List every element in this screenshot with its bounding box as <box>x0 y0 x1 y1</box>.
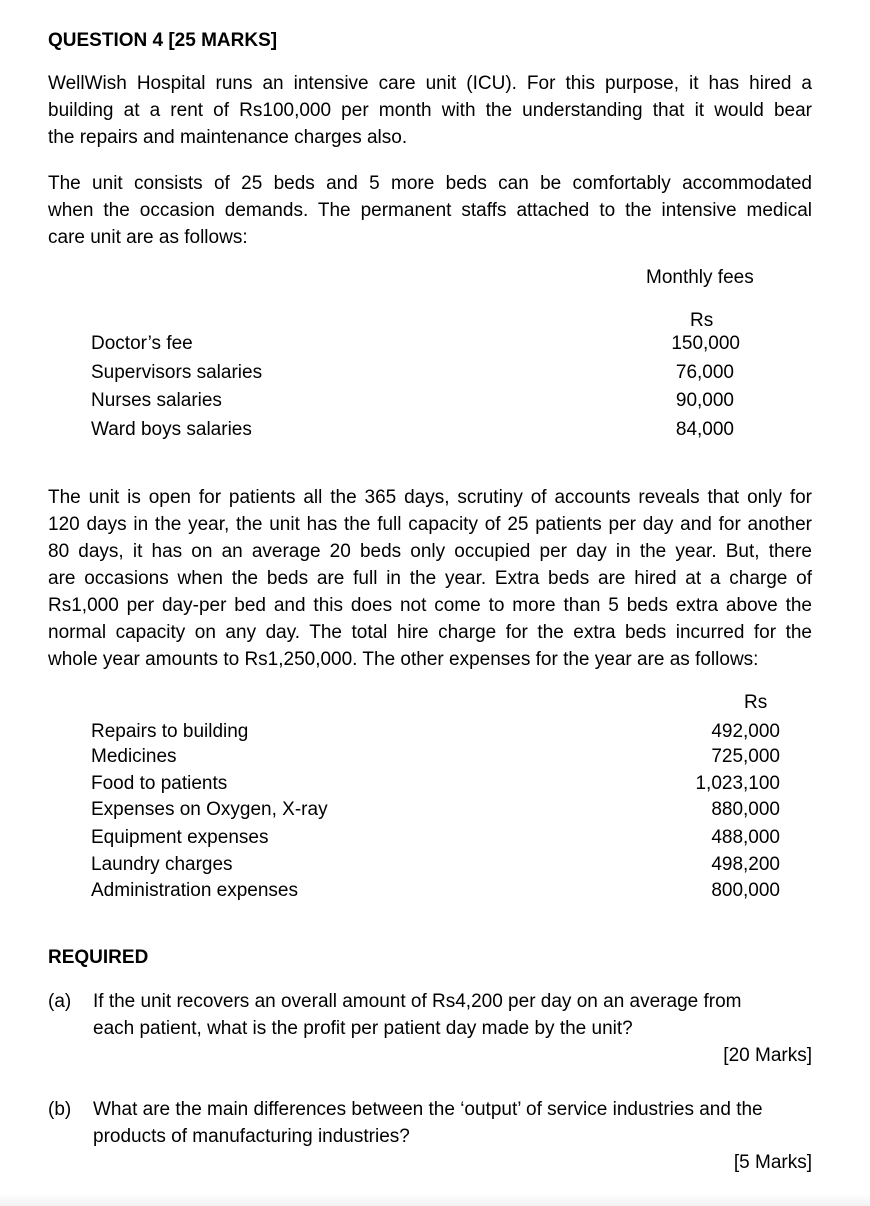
required-heading: REQUIRED <box>48 947 149 968</box>
staff-row-value: 90,000 <box>675 390 734 411</box>
staff-table-header: Monthly fees <box>646 267 754 288</box>
staff-row-label: Doctor’s fee <box>91 333 193 354</box>
part-b-label: (b) <box>48 1099 72 1120</box>
part-b-marks: [5 Marks] <box>733 1152 812 1173</box>
occupancy-paragraph <box>48 484 812 673</box>
expense-row-label: Medicines <box>91 746 177 767</box>
staff-row-value: 76,000 <box>675 362 734 383</box>
part-a-marks: [20 Marks] <box>723 1045 812 1066</box>
page-bottom-edge <box>0 1194 870 1206</box>
staff-row-label: Supervisors salaries <box>91 362 263 383</box>
expense-row-value: 1,023,100 <box>695 773 780 794</box>
occupancy-line: are occasions when the beds are full in the year. Extra beds are hired at a charge of <box>48 568 812 589</box>
occupancy-line: whole year amounts to Rs1,250,000. The other expenses for the year are as follows: <box>48 649 759 670</box>
intro-line: WellWish Hospital runs an intensive care unit (ICU). For this purpose, it has hired a <box>48 73 812 94</box>
staff-line: care unit are as follows: <box>48 227 248 248</box>
part-a-label: (a) <box>48 991 72 1012</box>
staff-paragraph <box>48 170 812 251</box>
part-b-line: products of manufacturing industries? <box>93 1126 410 1147</box>
expense-row-value: 800,000 <box>711 880 780 901</box>
intro-line: building at a rent of Rs100,000 per month with the understanding that it would bear <box>48 100 812 121</box>
expense-row-label: Laundry charges <box>91 854 233 875</box>
part-a-line: each patient, what is the profit per patient day made by the unit? <box>93 1018 633 1039</box>
staff-row-value: 84,000 <box>675 419 734 440</box>
staff-row-label: Ward boys salaries <box>91 419 252 440</box>
question-title: QUESTION 4 [25 MARKS] <box>48 30 278 51</box>
expense-row-label: Repairs to building <box>91 721 249 742</box>
part-b-text <box>93 1096 813 1150</box>
expense-row-value: 492,000 <box>711 721 780 742</box>
expense-row-value: 488,000 <box>711 827 780 848</box>
intro-paragraph <box>48 70 812 151</box>
occupancy-line: 120 days in the year, the unit has the full capacity of 25 patients per day and for another <box>48 514 812 535</box>
expense-row-label: Food to patients <box>91 773 228 794</box>
part-a-text <box>93 988 813 1042</box>
occupancy-line: 80 days, it has on an average 20 beds only occupied per day in the year. But, there <box>48 541 812 562</box>
staff-row-value: 150,000 <box>671 333 740 354</box>
staff-table-currency: Rs <box>690 310 714 331</box>
expense-row-label: Administration expenses <box>91 880 298 901</box>
expense-row-value: 880,000 <box>711 799 780 820</box>
part-a-line: If the unit recovers an overall amount of Rs4,200 per day on an average from <box>93 991 742 1012</box>
expense-row-value: 498,200 <box>711 854 780 875</box>
occupancy-line: normal capacity on any day. The total hire charge for the extra beds incurred for the <box>48 622 812 643</box>
expense-row-label: Equipment expenses <box>91 827 269 848</box>
staff-line: The unit consists of 25 beds and 5 more beds can be comfortably accommodated <box>48 173 812 194</box>
expense-row-value: 725,000 <box>711 746 780 767</box>
part-b-line: What are the main differences between the ‘output’ of service industries and the <box>93 1099 763 1120</box>
expense-table-currency: Rs <box>744 692 768 713</box>
expense-row-label: Expenses on Oxygen, X-ray <box>91 799 328 820</box>
occupancy-line: The unit is open for patients all the 365 days, scrutiny of accounts reveals that only for <box>48 487 812 508</box>
staff-line: when the occasion demands. The permanent staffs attached to the intensive medical <box>48 200 812 221</box>
staff-row-label: Nurses salaries <box>91 390 222 411</box>
intro-line: the repairs and maintenance charges also. <box>48 127 408 148</box>
occupancy-line: Rs1,000 per day-per bed and this does not come to more than 5 beds extra above the <box>48 595 812 616</box>
